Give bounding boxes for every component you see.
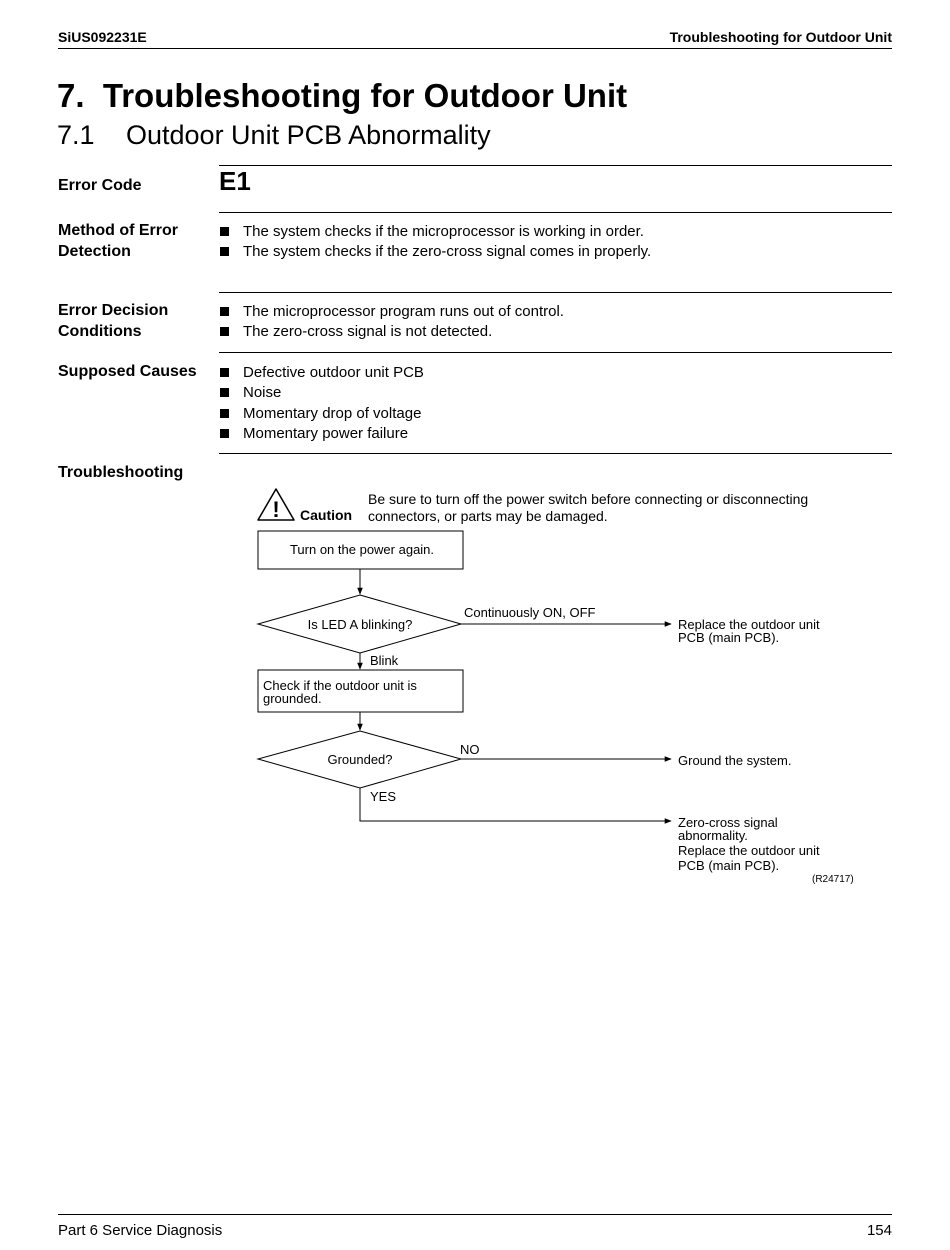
- decision-2: Grounded?: [327, 752, 393, 767]
- caution-label: Caution: [300, 507, 353, 523]
- decision-1-down-label: Blink: [370, 653, 399, 668]
- page-number: 154: [866, 1222, 892, 1239]
- list-item: The microprocessor program runs out of control.: [219, 301, 564, 322]
- yes-result-line1: Zero-cross signal: [678, 815, 778, 830]
- yes-result-line2: abnormality.: [678, 828, 748, 843]
- flow-arrow: [360, 788, 671, 821]
- decision-diamond: [258, 731, 461, 788]
- figure-reference: (R24717): [812, 874, 854, 885]
- list-item: Noise: [219, 383, 424, 404]
- divider: [219, 212, 892, 213]
- bullet-icon: [220, 307, 229, 316]
- decision-1-result-line1: Replace the outdoor unit: [678, 617, 820, 632]
- section-title: Outdoor Unit PCB Abnormality: [126, 120, 491, 150]
- method-list: [219, 221, 651, 262]
- causes-list: [219, 362, 424, 444]
- divider: [219, 165, 892, 166]
- list-item: Defective outdoor unit PCB: [219, 362, 424, 383]
- header-rule: [58, 48, 892, 49]
- yes-result-line3: Replace the outdoor unit: [678, 843, 820, 858]
- svg-text:!: !: [272, 497, 280, 522]
- process-box: [258, 531, 463, 569]
- error-code-value: E1: [219, 166, 251, 196]
- decision-2-right-label: NO: [460, 742, 480, 757]
- warning-icon: [258, 489, 294, 522]
- list-item: Momentary power failure: [219, 424, 424, 445]
- divider: [219, 352, 892, 353]
- bullet-icon: [220, 368, 229, 377]
- bullet-icon: [220, 409, 229, 418]
- decision-1-right-label: Continuously ON, OFF: [464, 605, 596, 620]
- list-item: The system checks if the microprocessor is working in order.: [219, 221, 651, 242]
- decision-1-result-line2: PCB (main PCB).: [678, 630, 780, 645]
- caution-text-line2: connectors, or parts may be damaged.: [368, 508, 608, 524]
- footer-section: Part 6 Service Diagnosis: [58, 1222, 223, 1239]
- header-section-title: Troubleshooting for Outdoor Unit: [669, 29, 892, 45]
- decision-1: Is LED A blinking?: [307, 617, 413, 632]
- yes-result-line4: PCB (main PCB).: [678, 858, 780, 873]
- decision-diamond: [258, 595, 461, 653]
- bullet-icon: [220, 327, 229, 336]
- divider: [219, 292, 892, 293]
- error-code-label: Error Code: [58, 177, 142, 194]
- causes-label: Supposed Causes: [58, 363, 197, 380]
- document-id: SiUS092231E: [58, 29, 147, 45]
- method-label: Method of Error Detection: [58, 222, 178, 260]
- divider: [219, 453, 892, 454]
- process-step-1: Turn on the power again.: [289, 542, 435, 557]
- process-box: [258, 670, 463, 712]
- footer-rule: [58, 1214, 892, 1215]
- decision-label: Error Decision Conditions: [58, 302, 169, 340]
- decision-2-result: Ground the system.: [678, 753, 792, 768]
- decision-list: [219, 301, 564, 342]
- bullet-icon: [220, 247, 229, 256]
- bullet-icon: [220, 227, 229, 236]
- troubleshooting-label: Troubleshooting: [58, 464, 184, 481]
- bullet-icon: [220, 429, 229, 438]
- page-title: 7. Troubleshooting for Outdoor Unit: [57, 77, 628, 114]
- section-number: 7.1: [57, 120, 95, 150]
- decision-2-down-label: YES: [370, 789, 397, 804]
- bullet-icon: [220, 388, 229, 397]
- process-step-2-line2: grounded.: [263, 691, 322, 706]
- process-step-2-line1: Check if the outdoor unit is: [263, 678, 417, 693]
- caution-text-line1: Be sure to turn off the power switch before connecting or disconnecting: [368, 491, 809, 507]
- list-item: The zero-cross signal is not detected.: [219, 322, 564, 343]
- list-item: The system checks if the zero-cross signal comes in properly.: [219, 242, 651, 263]
- list-item: Momentary drop of voltage: [219, 403, 424, 424]
